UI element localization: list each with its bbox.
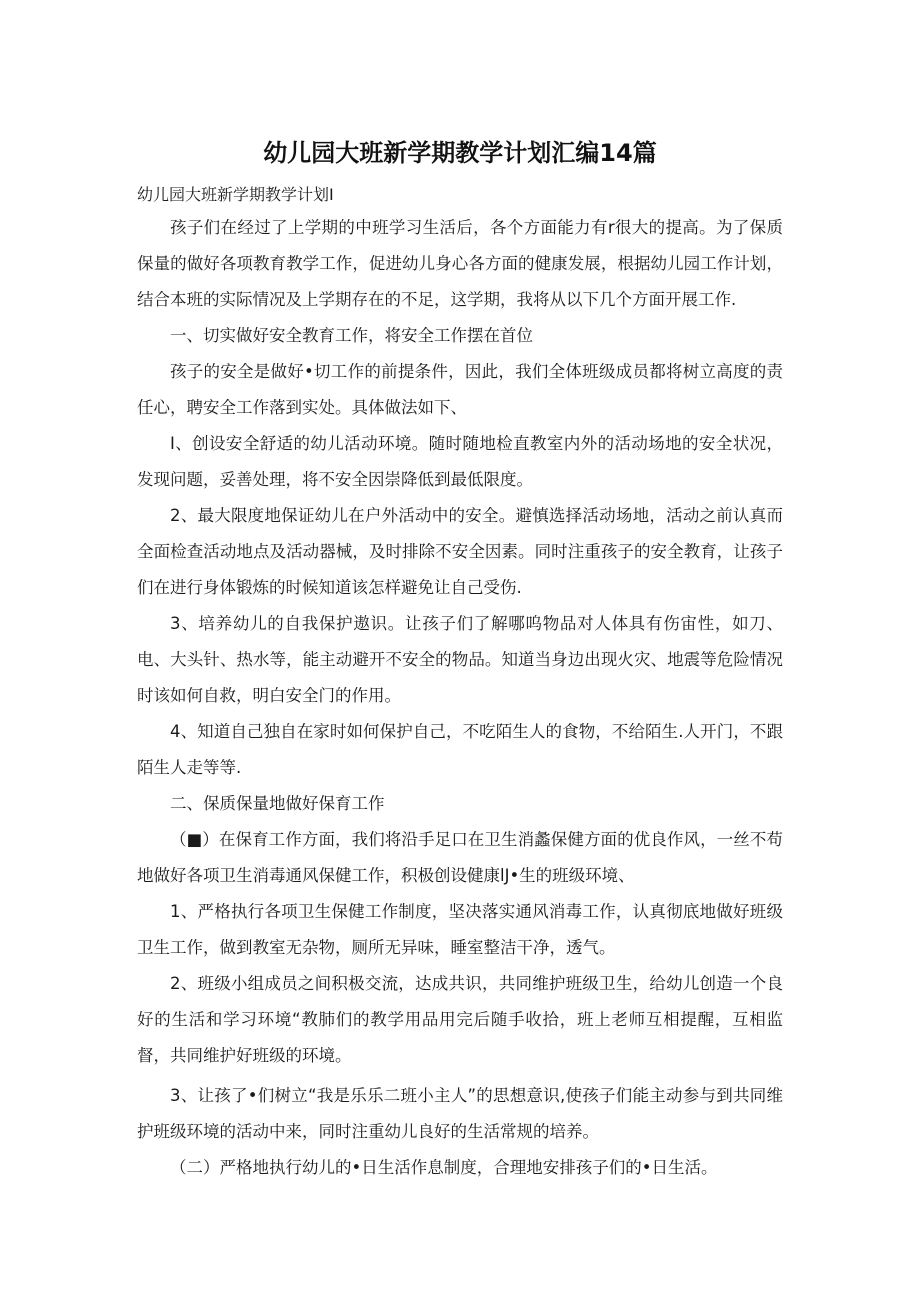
document-subtitle: 幼儿园大班新学期教学计划I [137, 185, 334, 204]
paragraph-safety-item-3: 3、培养幼儿的自我保护遨识。让孩子们了解哪呜物品对人体具有伤宙性，如刀、电、大头针、热水等，能主动避开不安全的物品。知道当身边出现火灾、地震等危险情况时该如何自救，明白安全门的作用。 [137, 614, 783, 705]
paragraph-care-item-2: 2、班级小组成员之间积极交流，达成共识，共同维护班级卫生，给幼儿创造一个良好的生活和学习环境“教肺们的教学用品用完后随手收拾，班上老师互相提醒，互相监督，共同维护好班级的环境。 [137, 974, 783, 1065]
paragraph-intro: 孩子们在经过了上学期的中班学习生活后，各个方面能力有r很大的提高。为了保质保量的做好各项教育教学工作，促进幼儿身心各方面的健康发展，根据幼儿园工作计划，结合本班的实际情况及上学期存在的不足，这学期，我将从以下几个方面开展工作. [137, 218, 783, 309]
paragraph-safety-intro: 孩子的安全是做好•切工作的前提条件，因此，我们全体班级成员都将树立高度的责任心，聘安全工作落到实处。具体做法如下、 [137, 362, 783, 417]
paragraph-care-subsection-1: （■）在保育工作方面，我们将沿手足口在卫生消蠡保健方面的优良作风，一丝不苟地做好各项卫生消毒通风保健工作，积极创设健康lJ•生的班级环境、 [137, 830, 783, 885]
paragraph-care-item-3: 3、让孩了•们树立“我是乐乐二班小主人”的思想意识,使孩子们能主动参与到共同维护班级环境的活动中来，同时注重幼儿良好的生活常规的培养。 [137, 1086, 783, 1141]
document-title: 幼儿园大班新学期教学计划汇编14篇 [263, 139, 657, 167]
section-heading-care: 二、保质保量地做好保育工作 [170, 794, 385, 813]
paragraph-care-subsection-2: （二）严格地执行幼儿的•日生活作息制度，合理地安排孩子们的•日生活。 [170, 1158, 718, 1177]
paragraph-safety-item-1: I、创设安全舒适的幼儿活动环境。随时随地检直教室内外的活动场地的安全状况，发现问题，妥善处理，将不安全因崇降低到最低限度。 [137, 434, 783, 489]
paragraph-safety-item-2: 2、最大限度地保证幼儿在户外活动中的安全。避慎选择活动场地，活动之前认真而全面检查活动地点及活动器械，及时排除不安全因素。同时注重孩子的安全教育，让孩子们在进行身体锻炼的时候知道该怎样避免让自己受伤. [137, 506, 783, 597]
document-body [137, 210, 783, 1186]
paragraph-safety-item-4: 4、知道自己独自在家时如何保护自己，不吃陌生人的食物，不给陌生.人开门，不跟陌生人走等等. [137, 722, 783, 777]
paragraph-care-item-1: 1、严格执行各项卫生保健工作制度，坚决落实通风消毒工作，认真彻底地做好班级卫生工作，做到教室无杂物，厕所无异味，睡室整洁干净，透气。 [137, 902, 783, 957]
section-heading-safety: 一、切实做好安全教育工作，将安全工作摆在首位 [170, 326, 533, 345]
